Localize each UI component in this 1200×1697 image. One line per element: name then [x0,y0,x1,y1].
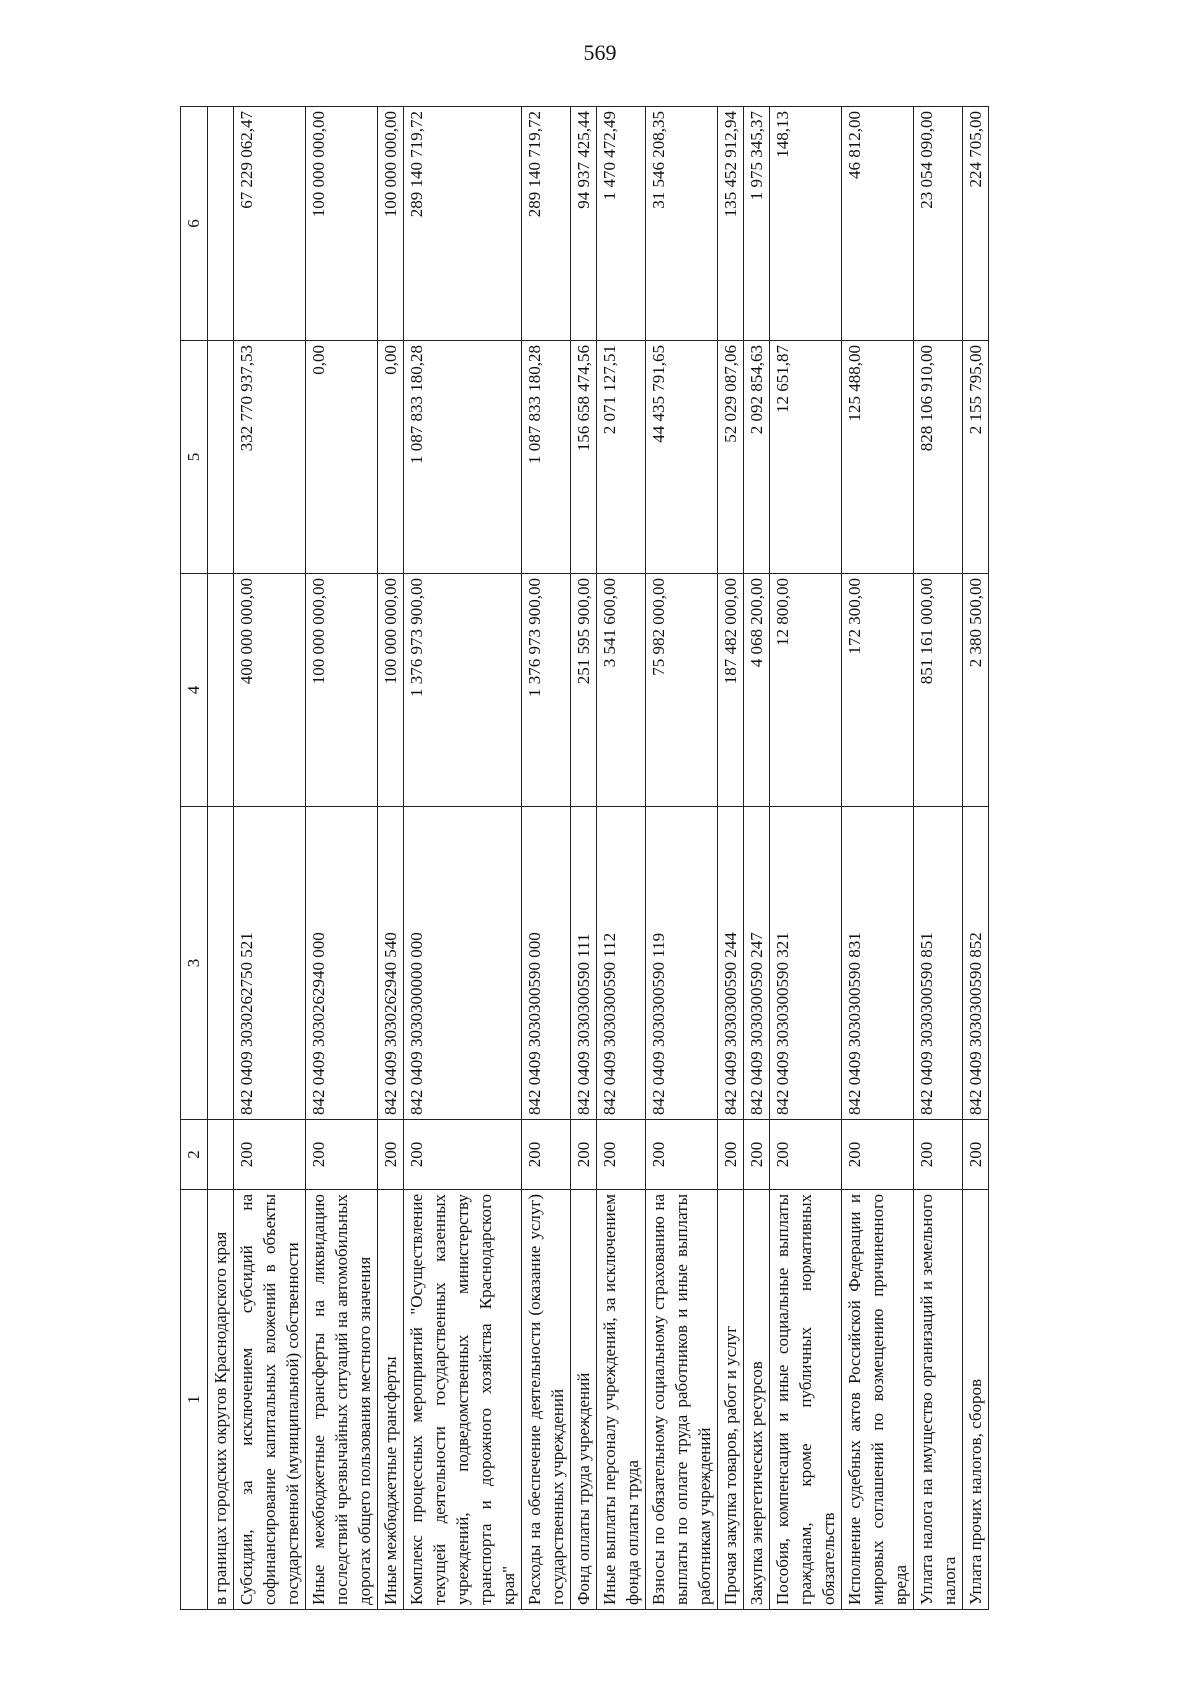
row-code: 842 0409 3030300590 111 [571,807,597,1120]
table-row [306,107,378,1610]
row-group: 200 [770,1120,842,1190]
row-code: 842 0409 3030300590 000 [522,807,571,1120]
row-code: 842 0409 3030262940 000 [306,807,378,1120]
row-col4: 4 068 200,00 [744,574,770,807]
row-code: 842 0409 3030262940 540 [378,807,404,1120]
row-col4: 172 300,00 [842,574,914,807]
table-row [571,107,597,1610]
row-name: Иные межбюджетные трансферты на ликвидацию последствий чрезвычайных ситуаций на автомобильных дорогах общего пользования местного значения [306,1190,378,1610]
row-col5: 0,00 [306,341,378,574]
row-col5 [208,341,234,574]
row-code: 842 0409 3030300000 000 [404,807,522,1120]
row-col4: 3 541 600,00 [597,574,646,807]
row-col5: 828 106 910,00 [914,341,963,574]
row-col4: 851 161 000,00 [914,574,963,807]
row-col5: 2 071 127,51 [597,341,646,574]
row-col5: 52 029 087,06 [718,341,744,574]
table-row [378,107,404,1610]
row-group: 200 [571,1120,597,1190]
row-group: 200 [718,1120,744,1190]
row-col4: 1 376 973 900,00 [522,574,571,807]
row-col4 [208,574,234,807]
row-group: 200 [646,1120,718,1190]
row-col5: 2 092 854,63 [744,341,770,574]
header-cell: 6 [181,107,208,341]
row-col5: 332 770 937,53 [234,341,306,574]
row-name: Фонд оплаты труда учреждений [571,1190,597,1610]
row-group: 200 [744,1120,770,1190]
table-row [770,107,842,1610]
row-col4: 100 000 000,00 [306,574,378,807]
row-col4: 1 376 973 900,00 [404,574,522,807]
row-group: 200 [378,1120,404,1190]
row-group: 200 [522,1120,571,1190]
row-col4: 251 595 900,00 [571,574,597,807]
row-name: в границах городских округов Краснодарского края [208,1190,234,1610]
row-col5: 156 658 474,56 [571,341,597,574]
row-col5: 2 155 795,00 [963,341,989,574]
row-col4: 2 380 500,00 [963,574,989,807]
row-name: Расходы на обеспечение деятельности (оказание услуг) государственных учреждений [522,1190,571,1610]
row-name: Субсидии, за исключением субсидий на софинансирование капитальных вложений в объекты государственной (муниципальной) собственности [234,1190,306,1610]
row-name: Исполнение судебных актов Российской Федерации и мировых соглашений по возмещению причиненного вреда [842,1190,914,1610]
row-col6: 224 705,00 [963,107,989,341]
row-code [208,807,234,1120]
table-row [842,107,914,1610]
row-col6: 135 452 912,94 [718,107,744,341]
page-number: 569 [583,40,617,65]
row-group: 200 [914,1120,963,1190]
header-cell: 2 [181,1120,208,1190]
row-col6: 94 937 425,44 [571,107,597,341]
row-col6: 289 140 719,72 [404,107,522,341]
row-group: 200 [404,1120,522,1190]
row-name: Взносы по обязательному социальному страхованию на выплаты по оплате труда работников и иные выплаты работникам учреждений [646,1190,718,1610]
row-name: Прочая закупка товаров, работ и услуг [718,1190,744,1610]
row-code: 842 0409 3030300590 244 [718,807,744,1120]
row-group [208,1120,234,1190]
table-row [646,107,718,1610]
row-name: Уплата прочих налогов, сборов [963,1190,989,1610]
rotated-table-area [180,107,1113,1610]
row-name: Иные межбюджетные трансферты [378,1190,404,1610]
row-name: Уплата налога на имущество организаций и земельного налога [914,1190,963,1610]
row-group: 200 [842,1120,914,1190]
row-col6: 100 000 000,00 [306,107,378,341]
row-group: 200 [963,1120,989,1190]
row-name: Комплекс процессных мероприятий "Осуществление текущей деятельности государственных казенных учреждений, подведомственных министерству транспорта и дорожного хозяйства Краснодарского края" [404,1190,522,1610]
budget-table [180,106,989,1610]
header-cell: 3 [181,807,208,1120]
row-group: 200 [597,1120,646,1190]
header-cell: 4 [181,574,208,807]
row-group: 200 [234,1120,306,1190]
row-code: 842 0409 3030300590 852 [963,807,989,1120]
row-code: 842 0409 3030300590 119 [646,807,718,1120]
row-code: 842 0409 3030300590 851 [914,807,963,1120]
row-name: Закупка энергетических ресурсов [744,1190,770,1610]
row-col4: 187 482 000,00 [718,574,744,807]
table-row [522,107,571,1610]
row-col6: 1 470 472,49 [597,107,646,341]
table-row [718,107,744,1610]
row-code: 842 0409 3030262750 521 [234,807,306,1120]
row-col6: 100 000 000,00 [378,107,404,341]
row-name: Иные выплаты персоналу учреждений, за исключением фонда оплаты труда [597,1190,646,1610]
row-col5: 12 651,87 [770,341,842,574]
row-col5: 1 087 833 180,28 [522,341,571,574]
row-col5: 0,00 [378,341,404,574]
row-col6: 31 546 208,35 [646,107,718,341]
row-col4: 75 982 000,00 [646,574,718,807]
table-row [208,107,234,1610]
table-row [963,107,989,1610]
row-col5: 1 087 833 180,28 [404,341,522,574]
row-col6: 1 975 345,37 [744,107,770,341]
row-col6: 148,13 [770,107,842,341]
row-col6: 23 054 090,00 [914,107,963,341]
row-col6: 67 229 062,47 [234,107,306,341]
row-col4: 400 000 000,00 [234,574,306,807]
row-col5: 125 488,00 [842,341,914,574]
row-code: 842 0409 3030300590 831 [842,807,914,1120]
header-cell: 5 [181,341,208,574]
table-row [597,107,646,1610]
header-cell: 1 [181,1190,208,1610]
row-col6: 289 140 719,72 [522,107,571,341]
row-code: 842 0409 3030300590 112 [597,807,646,1120]
row-col6 [208,107,234,341]
row-name: Пособия, компенсации и иные социальные выплаты гражданам, кроме публичных нормативных обязательств [770,1190,842,1610]
table-row [404,107,522,1610]
table-row [744,107,770,1610]
row-col4: 100 000 000,00 [378,574,404,807]
table-container [180,107,1113,1610]
row-col6: 46 812,00 [842,107,914,341]
row-code: 842 0409 3030300590 321 [770,807,842,1120]
table-row [914,107,963,1610]
table-row [234,107,306,1610]
row-code: 842 0409 3030300590 247 [744,807,770,1120]
row-group: 200 [306,1120,378,1190]
row-col4: 12 800,00 [770,574,842,807]
header-row [181,107,208,1610]
row-col5: 44 435 791,65 [646,341,718,574]
